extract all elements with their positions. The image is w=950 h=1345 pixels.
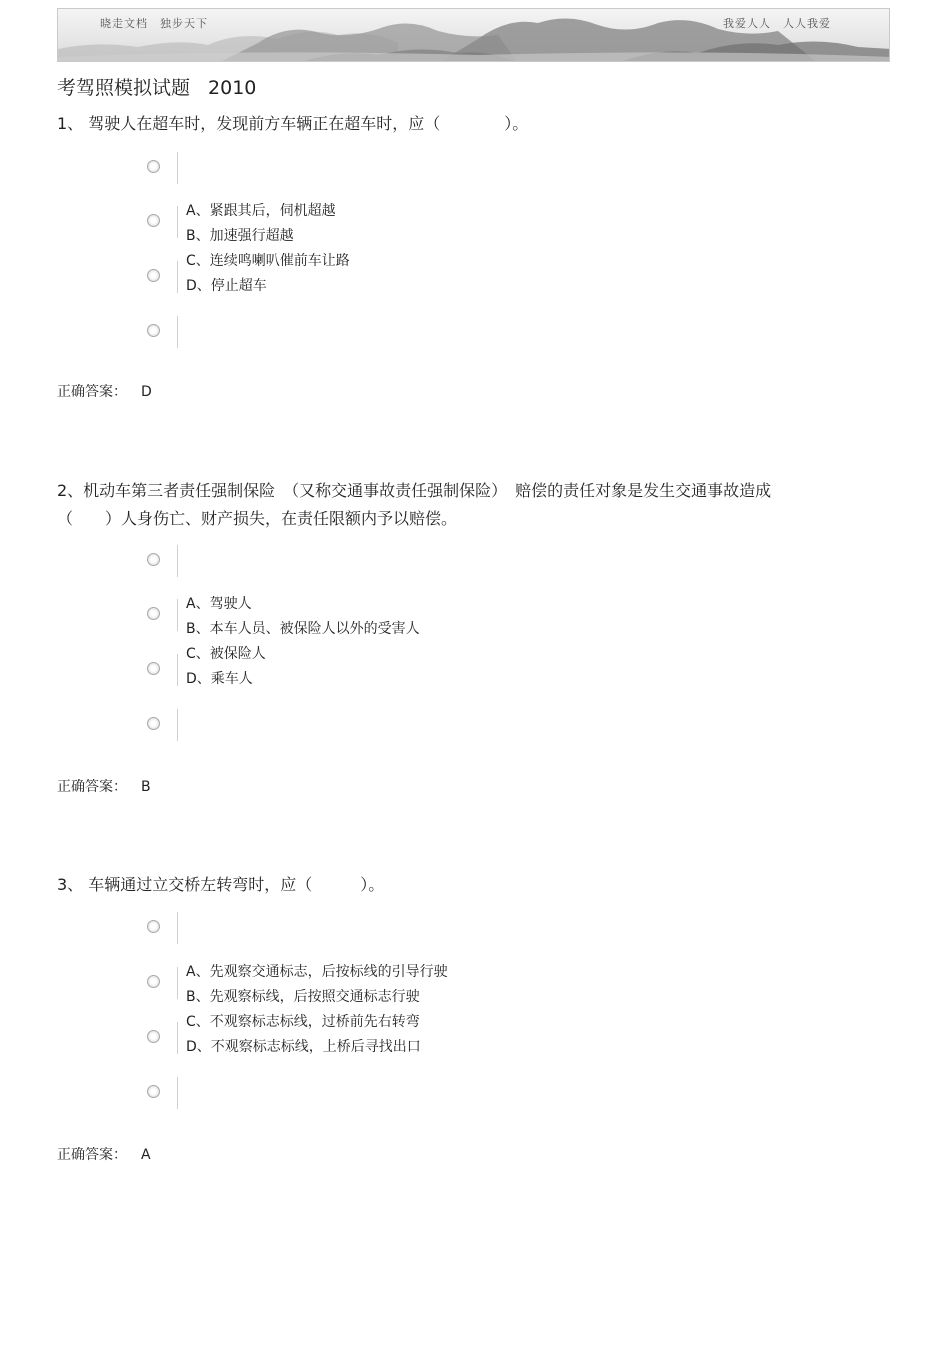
- question-2-option-radio-4[interactable]: [145, 709, 179, 741]
- option-c: C、被保险人: [186, 646, 266, 662]
- page-title: [57, 73, 256, 100]
- banner-left-slogan: [100, 15, 220, 31]
- answer-value: D: [141, 384, 152, 400]
- divider: [177, 1022, 178, 1054]
- divider: [177, 599, 178, 631]
- question-2-option-radio-3[interactable]: [145, 654, 179, 686]
- divider: [177, 912, 178, 944]
- option-d: D、乘车人: [186, 671, 253, 687]
- radio-button[interactable]: [147, 324, 160, 337]
- answer-value: B: [141, 779, 151, 795]
- banner-right-text-2: 人人我爱: [783, 17, 831, 30]
- divider: [177, 1077, 178, 1109]
- answer-label: 正确答案：: [57, 1147, 127, 1163]
- radio-button[interactable]: [147, 269, 160, 282]
- question-3-options: [186, 960, 448, 1060]
- divider: [177, 152, 178, 184]
- question-3-option-radio-4[interactable]: [145, 1077, 179, 1109]
- question-3-option-radio-1[interactable]: [145, 912, 179, 944]
- question-3: [57, 871, 872, 899]
- answer-label: 正确答案：: [57, 384, 127, 400]
- option-a: A、先观察交通标志，后按标线的引导行驶: [186, 964, 448, 980]
- question-1-option-radio-2[interactable]: [145, 206, 179, 238]
- question-1-text: 1、 驾驶人在超车时，发现前方车辆正在超车时，应（ ）。: [57, 114, 529, 133]
- divider: [177, 261, 178, 293]
- option-a: A、驾驶人: [186, 596, 252, 612]
- question-2-text-line-2: （ ）人身伤亡、财产损失，在责任限额内予以赔偿。: [57, 509, 458, 528]
- question-3-option-radio-3[interactable]: [145, 1022, 179, 1054]
- question-1-option-radio-4[interactable]: [145, 316, 179, 348]
- radio-button[interactable]: [147, 160, 160, 173]
- header-banner: [57, 8, 890, 62]
- page-title-year: 2010: [208, 77, 257, 99]
- divider: [177, 545, 178, 577]
- banner-right-slogan: [723, 15, 843, 31]
- option-c: C、不观察标志标线，过桥前先右转弯: [186, 1014, 420, 1030]
- banner-left-text-1: 晓走文档: [100, 17, 148, 30]
- question-1-option-radio-1[interactable]: [145, 152, 179, 184]
- radio-button[interactable]: [147, 1085, 160, 1098]
- answer-label: 正确答案：: [57, 779, 127, 795]
- divider: [177, 709, 178, 741]
- divider: [177, 206, 178, 238]
- question-3-option-radio-2[interactable]: [145, 967, 179, 999]
- divider: [177, 967, 178, 999]
- divider: [177, 654, 178, 686]
- question-2-options: [186, 592, 420, 692]
- radio-button[interactable]: [147, 717, 160, 730]
- radio-button[interactable]: [147, 607, 160, 620]
- answer-value: A: [141, 1147, 151, 1163]
- question-2-answer: [57, 776, 151, 796]
- option-b: B、本车人员、被保险人以外的受害人: [186, 621, 420, 637]
- option-d: D、停止超车: [186, 278, 267, 294]
- radio-button[interactable]: [147, 662, 160, 675]
- radio-button[interactable]: [147, 1030, 160, 1043]
- banner-left-text-2: 独步天下: [160, 17, 208, 30]
- question-3-text: 3、 车辆通过立交桥左转弯时，应（ ）。: [57, 875, 385, 894]
- banner-right-text-1: 我爱人人: [723, 17, 771, 30]
- radio-button[interactable]: [147, 214, 160, 227]
- question-1-option-radio-3[interactable]: [145, 261, 179, 293]
- option-b: B、加速强行超越: [186, 228, 294, 244]
- option-b: B、先观察标线，后按照交通标志行驶: [186, 989, 420, 1005]
- option-c: C、连续鸣喇叭催前车让路: [186, 253, 350, 269]
- page-title-text: 考驾照模拟试题: [57, 77, 191, 99]
- question-3-answer: [57, 1144, 151, 1164]
- question-2-option-radio-1[interactable]: [145, 545, 179, 577]
- radio-button[interactable]: [147, 553, 160, 566]
- question-2: [57, 477, 872, 533]
- question-1: [57, 110, 872, 138]
- option-d: D、不观察标志标线，上桥后寻找出口: [186, 1039, 421, 1055]
- question-2-option-radio-2[interactable]: [145, 599, 179, 631]
- option-a: A、紧跟其后，伺机超越: [186, 203, 336, 219]
- divider: [177, 316, 178, 348]
- radio-button[interactable]: [147, 975, 160, 988]
- question-2-text-line-1: 2、机动车第三者责任强制保险 （又称交通事故责任强制保险） 赔偿的责任对象是发生交通事故造成: [57, 481, 772, 500]
- question-1-answer: [57, 381, 152, 401]
- radio-button[interactable]: [147, 920, 160, 933]
- question-1-options: [186, 199, 350, 299]
